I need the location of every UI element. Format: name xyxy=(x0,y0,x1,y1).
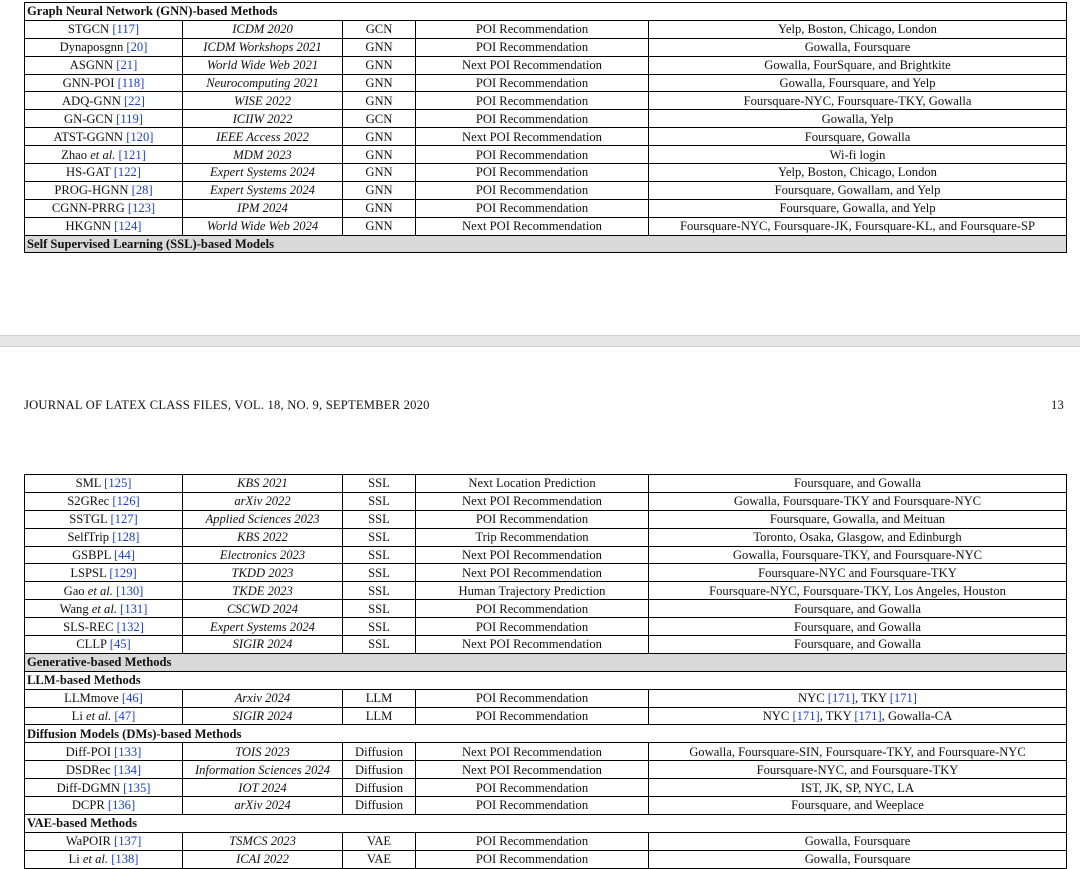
model-name: PROG-HGNN xyxy=(54,183,129,198)
venue-cell: MDM 2023 xyxy=(183,146,343,164)
task-cell: POI Recommendation xyxy=(416,199,649,217)
datasets-cell: Gowalla, Foursquare-TKY, and Foursquare-NYC xyxy=(649,546,1067,564)
datasets-cell: Gowalla, Foursquare xyxy=(649,38,1067,56)
type-cell: VAE xyxy=(343,832,416,850)
type-cell: GCN xyxy=(343,110,416,128)
model-name: GNN-POI xyxy=(62,76,115,90)
task-cell: Next POI Recommendation xyxy=(416,546,649,564)
datasets-cell: Gowalla, FourSquare, and Brightkite xyxy=(649,56,1067,74)
citation-ref: [134] xyxy=(113,762,142,777)
model-name: Dynaposgnn xyxy=(59,40,124,55)
venue-cell: Neurocomputing 2021 xyxy=(183,74,343,92)
venue-cell: Electronics 2023 xyxy=(183,546,343,564)
table-row xyxy=(25,128,1067,146)
task-cell: Next POI Recommendation xyxy=(416,217,649,235)
model-name: Gao xyxy=(63,583,85,598)
datasets-cell: Gowalla, Yelp xyxy=(649,110,1067,128)
section-header-row xyxy=(25,814,1067,832)
type-cell: GNN xyxy=(343,128,416,146)
model-cell xyxy=(25,582,183,600)
model-cell xyxy=(25,636,183,654)
running-header xyxy=(24,398,1064,413)
table-row xyxy=(25,779,1067,797)
citation-ref: [119] xyxy=(116,111,143,126)
datasets-cell: Foursquare, Gowalla, and Meituan xyxy=(649,510,1067,528)
table-row xyxy=(25,761,1067,779)
model-cell xyxy=(25,475,183,493)
dataset-text: NYC xyxy=(798,691,828,706)
section-header-row xyxy=(25,235,1067,253)
venue-cell: Information Sciences 2024 xyxy=(183,761,343,779)
et-al: et al. xyxy=(82,852,109,867)
model-cell xyxy=(25,492,183,510)
task-cell: Next POI Recommendation xyxy=(416,128,649,146)
model-cell xyxy=(25,761,183,779)
model-name: LSPSL xyxy=(70,565,107,580)
datasets-cell: Gowalla, Foursquare xyxy=(649,832,1067,850)
type-cell: SSL xyxy=(343,618,416,636)
citation-ref: [122] xyxy=(113,165,141,180)
citation-ref: [135] xyxy=(123,780,151,795)
task-cell: Next POI Recommendation xyxy=(416,56,649,74)
table-row xyxy=(25,110,1067,128)
citation-ref: [130] xyxy=(116,583,144,598)
model-cell xyxy=(25,707,183,725)
citation-ref: [126] xyxy=(112,494,140,509)
model-cell xyxy=(25,564,183,582)
citation-ref: [22] xyxy=(123,93,145,108)
model-name: SLS-REC xyxy=(63,619,114,634)
task-cell: Next POI Recommendation xyxy=(416,636,649,654)
datasets-cell: Foursquare, and Gowalla xyxy=(649,618,1067,636)
task-cell: Next POI Recommendation xyxy=(416,761,649,779)
citation-ref: [120] xyxy=(126,129,154,144)
table-row xyxy=(25,618,1067,636)
model-name: DSDRec xyxy=(65,762,111,777)
venue-cell: ICDM Workshops 2021 xyxy=(183,38,343,56)
venue-cell: World Wide Web 2021 xyxy=(183,56,343,74)
citation-ref: [131] xyxy=(120,601,148,616)
type-cell: SSL xyxy=(343,475,416,493)
datasets-cell xyxy=(649,707,1067,725)
table-row xyxy=(25,832,1067,850)
task-cell: Next POI Recommendation xyxy=(416,743,649,761)
type-cell: SSL xyxy=(343,564,416,582)
table-row xyxy=(25,199,1067,217)
venue-cell: TKDD 2023 xyxy=(183,564,343,582)
citation-ref: [136] xyxy=(107,798,136,813)
section-header-row xyxy=(25,725,1067,743)
table-row xyxy=(25,20,1067,38)
citation-ref: [171] xyxy=(792,709,820,724)
model-name: SelfTrip xyxy=(67,530,110,545)
model-name: WaPOIR xyxy=(65,834,111,849)
table-row xyxy=(25,56,1067,74)
table-row xyxy=(25,164,1067,182)
venue-cell: TKDE 2023 xyxy=(183,582,343,600)
table-row xyxy=(25,38,1067,56)
datasets-cell: Yelp, Boston, Chicago, London xyxy=(649,164,1067,182)
venue-cell: arXiv 2022 xyxy=(183,492,343,510)
model-name: Li xyxy=(68,852,80,867)
et-al: et al. xyxy=(91,601,117,616)
et-al: et al. xyxy=(86,709,112,724)
citation-ref: [117] xyxy=(112,22,140,37)
section-title: Self Supervised Learning (SSL)-based Models xyxy=(25,235,1067,253)
venue-cell: Expert Systems 2024 xyxy=(183,181,343,199)
page-number: 13 xyxy=(1051,398,1064,412)
dataset-text: , TKY xyxy=(819,709,855,724)
model-name: Diff-POI xyxy=(65,744,111,759)
model-cell xyxy=(25,164,183,182)
table-row xyxy=(25,510,1067,528)
datasets-cell: Foursquare, and Gowalla xyxy=(649,600,1067,618)
citation-ref: [125] xyxy=(104,476,132,491)
venue-cell: ICDM 2020 xyxy=(183,20,343,38)
model-cell xyxy=(25,181,183,199)
type-cell: SSL xyxy=(343,492,416,510)
datasets-cell: Foursquare, Gowalla, and Yelp xyxy=(649,199,1067,217)
model-cell xyxy=(25,110,183,128)
top-table xyxy=(24,2,1067,253)
journal-prefix: JOURNAL OF xyxy=(24,398,106,412)
table-row xyxy=(25,636,1067,654)
table-row xyxy=(25,600,1067,618)
task-cell: Next POI Recommendation xyxy=(416,564,649,582)
datasets-cell xyxy=(649,689,1067,707)
model-name: CLLP xyxy=(76,637,107,652)
venue-cell: CSCWD 2024 xyxy=(183,600,343,618)
citation-ref: [132] xyxy=(116,619,144,634)
citation-ref: [171] xyxy=(827,691,856,706)
venue-cell: SIGIR 2024 xyxy=(183,636,343,654)
et-al: et al. xyxy=(90,147,116,162)
page-separator xyxy=(0,335,1080,347)
task-cell: POI Recommendation xyxy=(416,618,649,636)
citation-ref: [171] xyxy=(889,691,917,706)
datasets-cell: Toronto, Osaka, Glasgow, and Edinburgh xyxy=(649,528,1067,546)
task-cell: POI Recommendation xyxy=(416,164,649,182)
citation-ref: [47] xyxy=(114,709,136,724)
datasets-cell: Foursquare, Gowalla xyxy=(649,128,1067,146)
type-cell: GNN xyxy=(343,92,416,110)
type-cell: GNN xyxy=(343,217,416,235)
section-title: LLM-based Methods xyxy=(25,671,1067,689)
model-name: Wang xyxy=(59,601,89,616)
type-cell: SSL xyxy=(343,528,416,546)
datasets-cell: Foursquare-NYC, Foursquare-JK, Foursquare-KL, and Foursquare-SP xyxy=(649,217,1067,235)
type-cell: Diffusion xyxy=(343,779,416,797)
model-cell xyxy=(25,779,183,797)
citation-ref: [28] xyxy=(131,183,153,198)
datasets-cell: Yelp, Boston, Chicago, London xyxy=(649,20,1067,38)
model-cell xyxy=(25,618,183,636)
venue-cell: arXiv 2024 xyxy=(183,797,343,815)
model-name: SSTGL xyxy=(69,512,108,527)
model-cell xyxy=(25,546,183,564)
venue-cell: TSMCS 2023 xyxy=(183,832,343,850)
page-top xyxy=(0,0,1080,335)
task-cell: POI Recommendation xyxy=(416,779,649,797)
venue-cell: KBS 2022 xyxy=(183,528,343,546)
model-cell xyxy=(25,600,183,618)
venue-cell: World Wide Web 2024 xyxy=(183,217,343,235)
task-cell: POI Recommendation xyxy=(416,707,649,725)
citation-ref: [137] xyxy=(114,834,142,849)
section-title: Generative-based Methods xyxy=(25,653,1067,671)
model-name: LLMmove xyxy=(64,691,119,706)
task-cell: Next Location Prediction xyxy=(416,475,649,493)
model-name: STGCN xyxy=(67,22,110,37)
task-cell: POI Recommendation xyxy=(416,797,649,815)
table-row xyxy=(25,146,1067,164)
model-name: SML xyxy=(75,476,101,491)
model-cell xyxy=(25,199,183,217)
model-name: CGNN-PRRG xyxy=(51,201,125,216)
venue-cell: IPM 2024 xyxy=(183,199,343,217)
citation-ref: [123] xyxy=(127,201,156,216)
citation-ref: [171] xyxy=(854,709,882,724)
citation-ref: [46] xyxy=(121,691,143,706)
type-cell: SSL xyxy=(343,510,416,528)
datasets-cell: Foursquare-NYC, Foursquare-TKY, Gowalla xyxy=(649,92,1067,110)
dataset-text: , TKY xyxy=(855,691,890,706)
type-cell: SSL xyxy=(343,636,416,654)
type-cell: GCN xyxy=(343,20,416,38)
section-title: Graph Neural Network (GNN)-based Methods xyxy=(25,3,1067,21)
type-cell: Diffusion xyxy=(343,761,416,779)
table-row xyxy=(25,528,1067,546)
table-row xyxy=(25,92,1067,110)
task-cell: POI Recommendation xyxy=(416,38,649,56)
citation-ref: [21] xyxy=(116,58,138,73)
type-cell: Diffusion xyxy=(343,743,416,761)
datasets-cell: Foursquare, and Gowalla xyxy=(649,636,1067,654)
model-name: DCPR xyxy=(71,798,105,813)
model-cell xyxy=(25,217,183,235)
type-cell: GNN xyxy=(343,181,416,199)
table-row xyxy=(25,850,1067,868)
task-cell: POI Recommendation xyxy=(416,689,649,707)
table-row xyxy=(25,707,1067,725)
venue-cell: WISE 2022 xyxy=(183,92,343,110)
model-name: Diff-DGMN xyxy=(56,780,120,795)
citation-ref: [133] xyxy=(114,744,142,759)
venue-cell: KBS 2021 xyxy=(183,475,343,493)
table-row xyxy=(25,217,1067,235)
task-cell: POI Recommendation xyxy=(416,600,649,618)
task-cell: POI Recommendation xyxy=(416,832,649,850)
citation-ref: [44] xyxy=(113,548,135,562)
model-cell xyxy=(25,510,183,528)
type-cell: SSL xyxy=(343,546,416,564)
page-bottom xyxy=(0,347,1080,868)
et-al: et al. xyxy=(87,583,113,598)
table-row xyxy=(25,689,1067,707)
task-cell: POI Recommendation xyxy=(416,92,649,110)
datasets-cell: Gowalla, Foursquare-TKY and Foursquare-NYC xyxy=(649,492,1067,510)
venue-cell: SIGIR 2024 xyxy=(183,707,343,725)
datasets-cell: Foursquare, and Gowalla xyxy=(649,475,1067,493)
table-row xyxy=(25,74,1067,92)
datasets-cell: Foursquare-NYC, Foursquare-TKY, Los Angeles, Houston xyxy=(649,582,1067,600)
model-name: HKGNN xyxy=(65,219,112,234)
datasets-cell: Gowalla, Foursquare, and Yelp xyxy=(649,74,1067,92)
section-title: Diffusion Models (DMs)-based Methods xyxy=(25,725,1067,743)
task-cell: POI Recommendation xyxy=(416,110,649,128)
type-cell: LLM xyxy=(343,689,416,707)
type-cell: GNN xyxy=(343,56,416,74)
latex-logo: LATEX xyxy=(105,398,147,412)
model-cell xyxy=(25,128,183,146)
model-name: Li xyxy=(71,709,83,724)
model-cell xyxy=(25,20,183,38)
venue-cell: ICAI 2022 xyxy=(183,850,343,868)
venue-cell: Expert Systems 2024 xyxy=(183,618,343,636)
journal-suffix: CLASS FILES, VOL. 18, NO. 9, SEPTEMBER 2020 xyxy=(146,398,430,412)
section-header-row xyxy=(25,671,1067,689)
type-cell: LLM xyxy=(343,707,416,725)
task-cell: POI Recommendation xyxy=(416,181,649,199)
task-cell: POI Recommendation xyxy=(416,74,649,92)
model-name: S2GRec xyxy=(67,494,110,509)
model-name: Zhao xyxy=(61,147,88,162)
model-cell xyxy=(25,38,183,56)
venue-cell: TOIS 2023 xyxy=(183,743,343,761)
model-cell xyxy=(25,832,183,850)
model-cell xyxy=(25,528,183,546)
model-cell xyxy=(25,146,183,164)
model-name: ATST-GGNN xyxy=(53,129,124,144)
type-cell: GNN xyxy=(343,146,416,164)
venue-cell: IEEE Access 2022 xyxy=(183,128,343,146)
citation-ref: [127] xyxy=(110,512,138,527)
task-cell: Trip Recommendation xyxy=(416,528,649,546)
citation-ref: [45] xyxy=(109,637,131,652)
datasets-cell: Foursquare, and Weeplace xyxy=(649,797,1067,815)
venue-cell: Arxiv 2024 xyxy=(183,689,343,707)
model-name: ADQ-GNN xyxy=(62,93,121,108)
venue-cell: Applied Sciences 2023 xyxy=(183,510,343,528)
type-cell: GNN xyxy=(343,38,416,56)
model-cell xyxy=(25,743,183,761)
type-cell: GNN xyxy=(343,74,416,92)
type-cell: SSL xyxy=(343,582,416,600)
model-cell xyxy=(25,74,183,92)
dataset-text: , Gowalla-CA xyxy=(881,709,953,724)
type-cell: Diffusion xyxy=(343,797,416,815)
task-cell: POI Recommendation xyxy=(416,510,649,528)
venue-cell: IOT 2024 xyxy=(183,779,343,797)
section-header-row xyxy=(25,3,1067,21)
model-name: ASGNN xyxy=(69,58,114,73)
task-cell: POI Recommendation xyxy=(416,850,649,868)
citation-ref: [118] xyxy=(117,76,145,90)
datasets-cell: Foursquare, Gowallam, and Yelp xyxy=(649,181,1067,199)
citation-ref: [138] xyxy=(111,852,139,867)
citation-ref: [124] xyxy=(114,219,142,234)
datasets-cell: Gowalla, Foursquare xyxy=(649,850,1067,868)
citation-ref: [20] xyxy=(126,40,148,55)
citation-ref: [121] xyxy=(118,147,146,162)
model-cell xyxy=(25,56,183,74)
model-name: GSBPL xyxy=(72,548,111,562)
datasets-cell: Foursquare-NYC and Foursquare-TKY xyxy=(649,564,1067,582)
table-row xyxy=(25,743,1067,761)
section-header-row xyxy=(25,653,1067,671)
task-cell: Next POI Recommendation xyxy=(416,492,649,510)
table-row xyxy=(25,181,1067,199)
dataset-text: NYC xyxy=(762,709,793,724)
datasets-cell: Foursquare-NYC, and Foursquare-TKY xyxy=(649,761,1067,779)
table-row xyxy=(25,546,1067,564)
model-cell xyxy=(25,797,183,815)
type-cell: SSL xyxy=(343,600,416,618)
table-row xyxy=(25,475,1067,493)
model-cell xyxy=(25,850,183,868)
model-cell xyxy=(25,92,183,110)
table-row xyxy=(25,797,1067,815)
type-cell: GNN xyxy=(343,164,416,182)
model-cell xyxy=(25,689,183,707)
venue-cell: ICIIW 2022 xyxy=(183,110,343,128)
model-name: GN-GCN xyxy=(64,111,113,126)
bottom-table xyxy=(24,474,1067,869)
model-name: HS-GAT xyxy=(66,165,111,180)
datasets-cell: IST, JK, SP, NYC, LA xyxy=(649,779,1067,797)
type-cell: GNN xyxy=(343,199,416,217)
table-row xyxy=(25,564,1067,582)
citation-ref: [129] xyxy=(109,565,137,580)
task-cell: POI Recommendation xyxy=(416,20,649,38)
task-cell: POI Recommendation xyxy=(416,146,649,164)
task-cell: Human Trajectory Prediction xyxy=(416,582,649,600)
citation-ref: [128] xyxy=(112,530,140,545)
datasets-cell: Gowalla, Foursquare-SIN, Foursquare-TKY, and Foursquare-NYC xyxy=(649,743,1067,761)
datasets-cell: Wi-fi login xyxy=(649,146,1067,164)
section-title: VAE-based Methods xyxy=(25,814,1067,832)
venue-cell: Expert Systems 2024 xyxy=(183,164,343,182)
table-row xyxy=(25,492,1067,510)
table-row xyxy=(25,582,1067,600)
type-cell: VAE xyxy=(343,850,416,868)
